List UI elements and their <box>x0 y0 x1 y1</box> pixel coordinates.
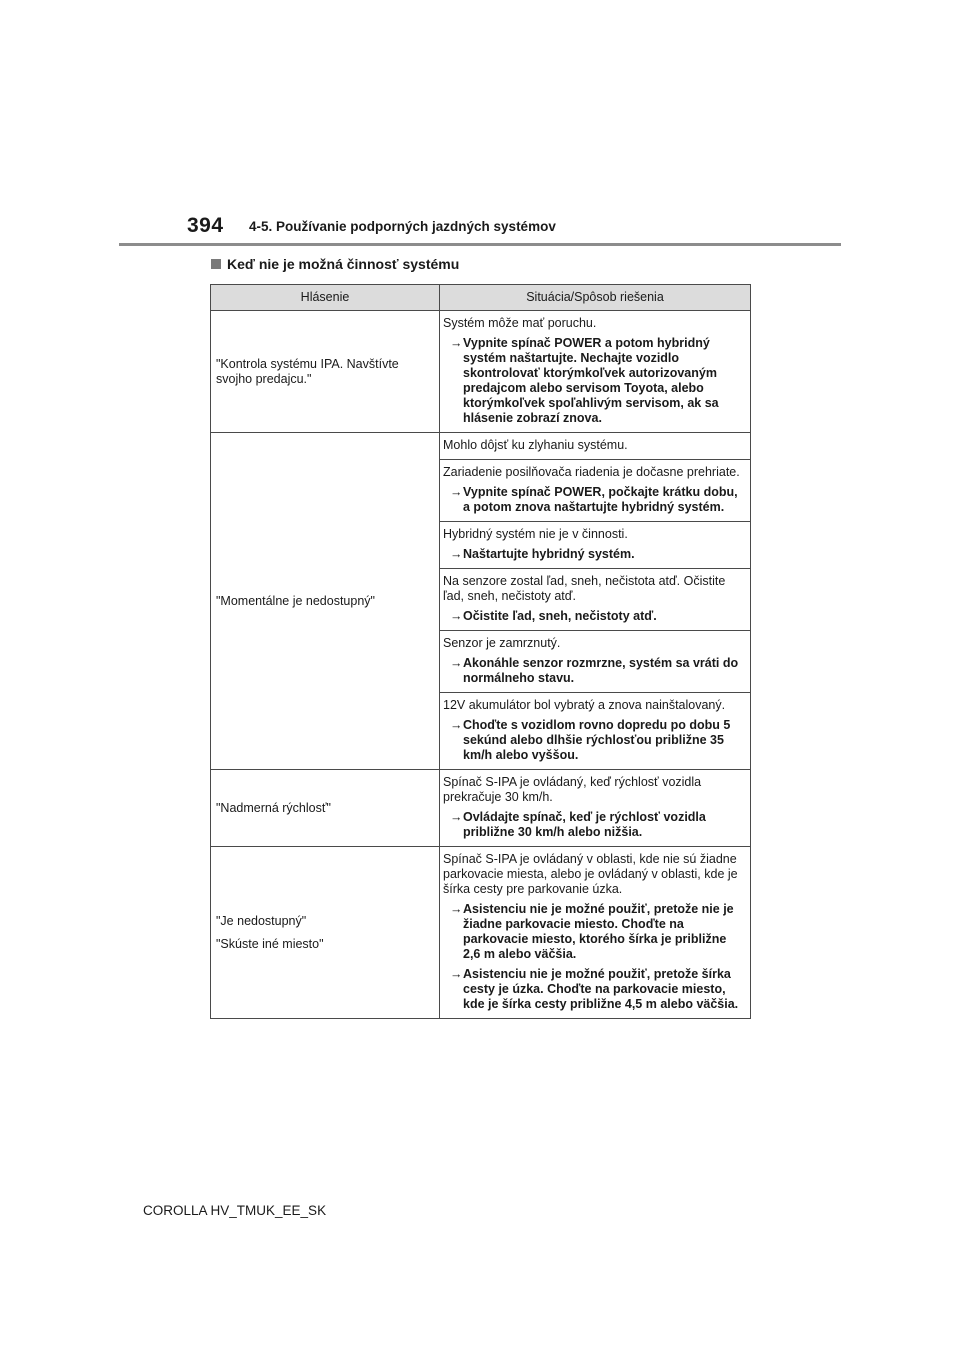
arrow-right-icon: → <box>450 967 463 981</box>
action-step <box>443 547 744 562</box>
action-step <box>443 967 744 1012</box>
square-bullet-icon <box>211 259 221 269</box>
message-text: "Momentálne je nedostupný" <box>216 593 375 608</box>
situation-cell <box>440 693 751 770</box>
header-divider <box>119 243 841 246</box>
action-step <box>443 609 744 624</box>
action-step <box>443 336 744 426</box>
page-number: 394 <box>187 214 224 237</box>
situation-text: Systém môže mať poruchu. <box>443 316 597 330</box>
situation-cell <box>440 522 751 569</box>
arrow-right-icon: → <box>450 609 463 623</box>
messages-table <box>210 284 751 1019</box>
situation-cell <box>440 847 751 1019</box>
action-text: Vypnite spínač POWER, počkajte krátku dobu, a potom znova naštartujte hybridný systém. <box>463 485 738 514</box>
situation-cell <box>440 433 751 460</box>
situation-cell <box>440 631 751 693</box>
action-step <box>443 656 744 686</box>
situation-text: Senzor je zamrznutý. <box>443 636 561 650</box>
situation-text: Spínač S-IPA je ovládaný v oblasti, kde nie sú žiadne parkovacie miesta, alebo je ovládaný v oblasti, kde je šírka cesty pre parkovanie úzka. <box>443 852 738 896</box>
table-row <box>211 847 751 1019</box>
action-text: Akonáhle senzor rozmrzne, systém sa vráti do normálneho stavu. <box>463 656 739 685</box>
table-body <box>211 311 751 1019</box>
arrow-right-icon: → <box>450 656 463 670</box>
chapter-title: 4-5. Používanie podporných jazdných systémov <box>249 219 556 234</box>
message-cell <box>211 770 440 847</box>
action-text: Asistenciu nie je možné použiť, pretože šírka cesty je úzka. Choďte na parkovacie miesto, kde je šírka cesty približne 4,5 m alebo väčšia. <box>463 967 739 1011</box>
action-text: Choďte s vozidlom rovno dopredu po dobu 5 sekúnd alebo dlhšie rýchlosťou približne 35 km/h alebo vyššou. <box>463 718 731 762</box>
arrow-right-icon: → <box>450 810 463 824</box>
message-cell <box>211 311 440 433</box>
section-heading <box>211 256 459 272</box>
situation-cell <box>440 311 751 433</box>
arrow-right-icon: → <box>450 485 463 499</box>
situation-text: Mohlo dôjsť ku zlyhaniu systému. <box>443 438 628 452</box>
situation-cell <box>440 569 751 631</box>
section-title: Keď nie je možná činnosť systému <box>227 256 460 272</box>
table-row <box>211 311 751 433</box>
message-cell <box>211 847 440 1019</box>
action-step <box>443 902 744 962</box>
action-text: Očistite ľad, sneh, nečistoty atď. <box>463 609 657 623</box>
action-text: Naštartujte hybridný systém. <box>463 547 635 561</box>
situation-text: Hybridný systém nie je v činnosti. <box>443 527 628 541</box>
arrow-right-icon: → <box>450 902 463 916</box>
arrow-right-icon: → <box>450 718 463 732</box>
table-row <box>211 770 751 847</box>
column-header-situation: Situácia/Spôsob riešenia <box>440 285 751 311</box>
situation-cell <box>440 770 751 847</box>
situation-text: Zariadenie posilňovača riadenia je dočasne prehriate. <box>443 465 740 479</box>
situation-text: Spínač S-IPA je ovládaný, keď rýchlosť vozidla prekračuje 30 km/h. <box>443 775 702 804</box>
action-text: Ovládajte spínač, keď je rýchlosť vozidla približne 30 km/h alebo nižšia. <box>463 810 706 839</box>
situation-cell <box>440 460 751 522</box>
column-header-message: Hlásenie <box>211 285 440 311</box>
message-text: "Nadmerná rýchlosť" <box>216 800 331 815</box>
action-text: Vypnite spínač POWER a potom hybridný systém naštartujte. Nechajte vozidlo skontrolovať ktorýmkoľvek autorizovaným predajcom alebo servisom Toyota, alebo ktorýmkoľvek spoľahlivým servisom, ak sa hlásenie zobrazí znova. <box>463 336 719 425</box>
table-row <box>211 433 751 460</box>
message-cell <box>211 433 440 770</box>
message-text: "Kontrola systému IPA. Navštívte svojho predajcu." <box>216 356 399 386</box>
action-text: Asistenciu nie je možné použiť, pretože nie je žiadne parkovacie miesto. Choďte na parkovacie miesto, ktorého šírka je približne 2,6 m alebo väčšia. <box>463 902 734 961</box>
table-header-row <box>211 285 751 311</box>
action-step <box>443 718 744 763</box>
message-text: "Skúste iné miesto" <box>216 936 324 951</box>
action-step <box>443 485 744 515</box>
message-text: "Je nedostupný" <box>216 913 307 928</box>
situation-text: Na senzore zostal ľad, sneh, nečistota atď. Očistite ľad, sneh, nečistoty atď. <box>443 574 726 603</box>
arrow-right-icon: → <box>450 547 463 561</box>
footer-document-code: COROLLA HV_TMUK_EE_SK <box>143 1203 327 1218</box>
action-step <box>443 810 744 840</box>
arrow-right-icon: → <box>450 336 463 350</box>
situation-text: 12V akumulátor bol vybratý a znova nainštalovaný. <box>443 698 726 712</box>
